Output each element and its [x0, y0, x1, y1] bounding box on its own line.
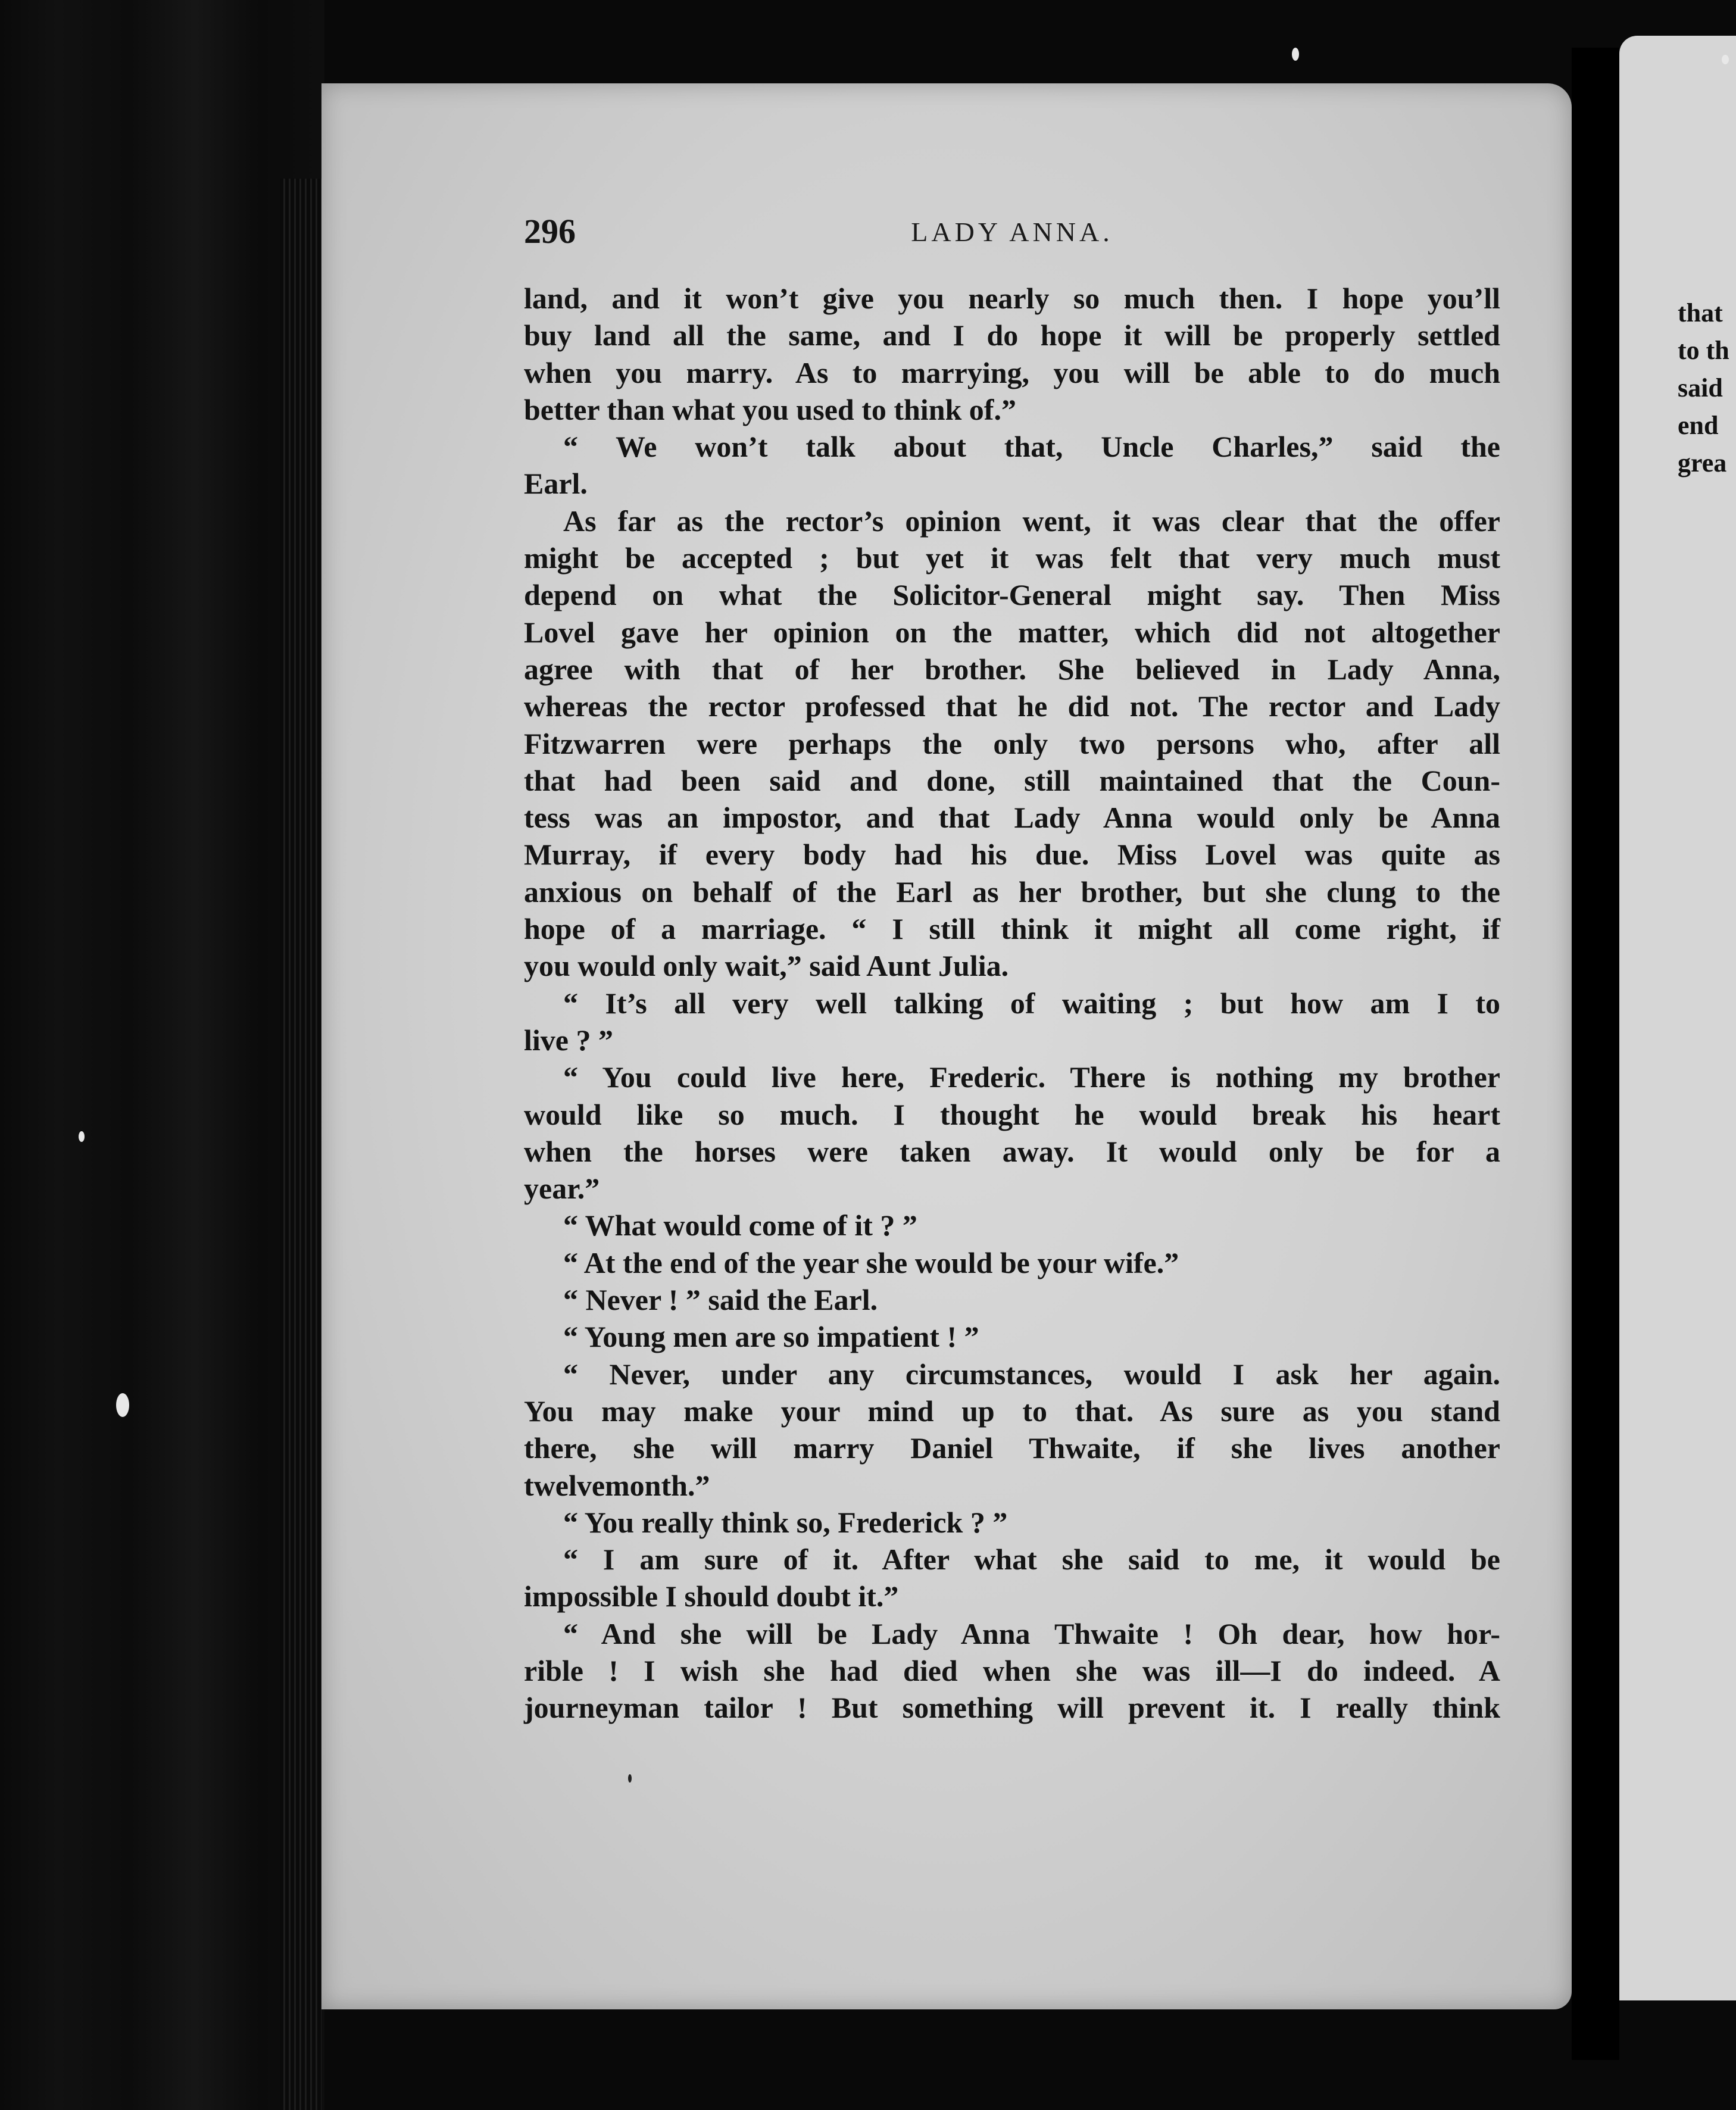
- text-line: live ? ”: [524, 1023, 613, 1057]
- text-line: when you marry. As to marrying, you will be able to do much: [524, 355, 1500, 389]
- text-line: rible ! I wish she had died when she was ill—I do indeed. A: [524, 1653, 1500, 1687]
- page-body-text: [524, 280, 1500, 1727]
- text-line: “ Young men are so impatient ! ”: [563, 1320, 979, 1354]
- text-line: land, and it won’t give you nearly so much then. I hope you’ll: [524, 282, 1500, 315]
- text-line: hope of a marriage. “ I still think it might all come right, if: [524, 912, 1500, 946]
- text-line: you would only wait,” said Aunt Julia.: [524, 949, 1009, 983]
- text-line: when the horses were taken away. It would only be for a: [524, 1134, 1500, 1168]
- text-line: Fitzwarren were perhaps the only two persons who, after all: [524, 726, 1500, 760]
- text-line: “ I am sure of it. After what she said to me, it would be: [563, 1543, 1500, 1577]
- text-line: “ Never, under any circumstances, would I ask her again.: [563, 1357, 1500, 1391]
- text-line: “ Never ! ” said the Earl.: [563, 1283, 878, 1317]
- page-edges: [280, 179, 321, 2110]
- paper-speck: [1722, 55, 1729, 64]
- text-line: whereas the rector professed that he did not. The rector and Lady: [524, 689, 1500, 723]
- text-line: would like so much. I thought he would break his heart: [524, 1097, 1500, 1131]
- running-title: LADY ANNA.: [911, 217, 1113, 247]
- text-line: buy land all the same, and I do hope it will be properly settled: [524, 319, 1500, 352]
- text-line: “ You could live here, Frederic. There is nothing my brother: [563, 1060, 1500, 1094]
- paper-speck: [628, 1774, 632, 1783]
- text-line: “ You really think so, Frederick ? ”: [563, 1505, 1008, 1539]
- text-line: “ What would come of it ? ”: [563, 1209, 917, 1243]
- text-line: that had been said and done, still maintained that the Coun-: [524, 763, 1500, 797]
- text-line: journeyman tailor ! But something will prevent it. I really think: [524, 1691, 1500, 1725]
- text-line: Earl.: [524, 467, 588, 501]
- text-line: tess was an impostor, and that Lady Anna would only be Anna: [524, 801, 1500, 835]
- adjacent-page-line: grea: [1678, 448, 1727, 477]
- book-spine-dark-area: [0, 0, 324, 2110]
- text-line: agree with that of her brother. She believed in Lady Anna,: [524, 652, 1500, 686]
- paper-speck: [1292, 48, 1299, 61]
- text-line: better than what you used to think of.”: [524, 392, 1016, 426]
- text-line: As far as the rector’s opinion went, it was clear that the offer: [563, 504, 1500, 538]
- text-line: Lovel gave her opinion on the matter, which did not altogether: [524, 615, 1500, 649]
- text-line: twelvemonth.”: [524, 1468, 710, 1502]
- text-line: year.”: [524, 1172, 600, 1206]
- adjacent-page-line: end: [1678, 411, 1719, 440]
- book-gutter: [1572, 48, 1619, 2060]
- text-line: “ It’s all very well talking of waiting ; but how am I to: [563, 986, 1500, 1020]
- text-line: there, she will marry Daniel Thwaite, if she lives another: [524, 1431, 1500, 1465]
- text-line: anxious on behalf of the Earl as her brother, but she clung to the: [524, 875, 1500, 909]
- adjacent-page-line: said: [1678, 373, 1723, 402]
- text-line: impossible I should doubt it.”: [524, 1580, 899, 1613]
- page-number: 296: [524, 212, 576, 251]
- adjacent-page: [1619, 36, 1736, 2000]
- text-line: “ At the end of the year she would be your wife.”: [563, 1246, 1179, 1279]
- text-line: might be accepted ; but yet it was felt that very much must: [524, 541, 1500, 575]
- text-line: “ We won’t talk about that, Uncle Charles,” said the: [563, 430, 1500, 464]
- page-header: [524, 211, 1500, 253]
- text-line: “ And she will be Lady Anna Thwaite ! Oh dear, how hor-: [563, 1616, 1500, 1650]
- adjacent-page-line: that: [1678, 298, 1723, 327]
- paper-speck: [79, 1131, 85, 1142]
- paper-speck: [116, 1393, 129, 1417]
- text-line: Murray, if every body had his due. Miss Lovel was quite as: [524, 838, 1500, 872]
- adjacent-page-line: to th: [1678, 336, 1729, 365]
- text-line: You may make your mind up to that. As sure as you stand: [524, 1394, 1500, 1428]
- text-line: depend on what the Solicitor-General might say. Then Miss: [524, 578, 1500, 612]
